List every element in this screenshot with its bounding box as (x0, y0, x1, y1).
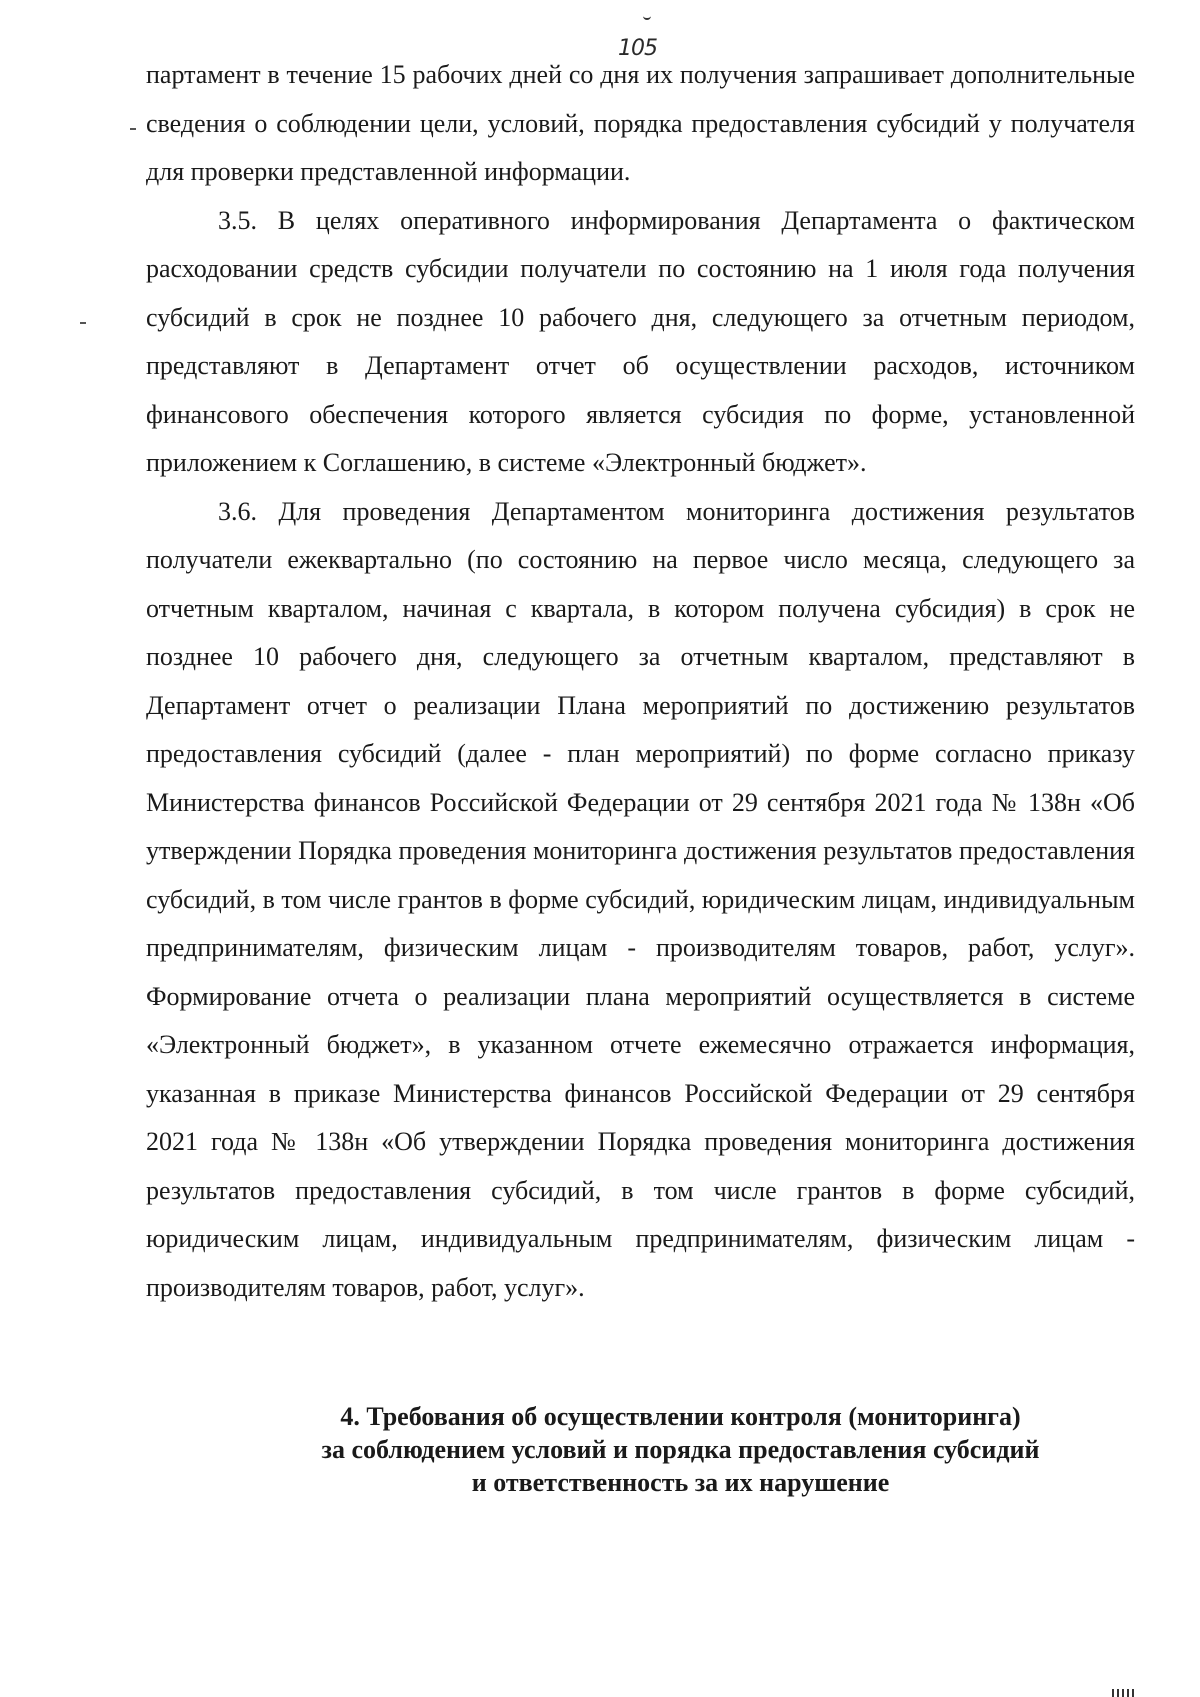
scan-edge-mark (1112, 1689, 1134, 1697)
margin-mark (80, 322, 86, 324)
paragraph-3-5: 3.5. В целях оперативного информирования Департамента о фактическом расходовании средств субсидии получатели по состоянию на 1 июля года получения субсидий в срок не позднее 10 рабочего дня, следующего за отчетным периодом, представляют в Департамент отчет об осуществлении расходов, источником финансового обеспечения которого является субсидия по форме, установленной приложением к Соглашению, в системе «Электронный бюджет». (146, 205, 1135, 477)
page-number-annotation: 105 (618, 36, 657, 61)
document-body (146, 51, 1135, 1312)
section-4-heading (146, 1400, 1200, 1499)
paragraph-3-6: 3.6. Для проведения Департаментом мониторинга достижения результатов получатели ежеквартально (по состоянию на первое число месяца, следующего за отчетным кварталом, начиная с квартала, в котором получена субсидия) в срок не позднее 10 рабочего дня, следующего за отчетным кварталом, представляют в Департамент отчет о реализации Плана мероприятий по достижению результатов предоставления субсидий (далее - план мероприятий) по форме согласно приказу Министерства финансов Российской Федерации от 29 сентября 2021 года № 138н «Об утверждении Порядка проведения мониторинга достижения результатов предоставления субсидий, в том числе грантов в форме субсидий, юридическим лицам, индивидуальным предпринимателям, физическим лицам - производителям товаров, работ, услуг». Формирование отчета о реализации плана мероприятий осуществляется в системе «Электронный бюджет», в указанном отчете ежемесячно отражается информация, указанная в приказе Министерства финансов Российской Федерации от 29 сентября 2021 года № 138н «Об утверждении Порядка проведения мониторинга достижения результатов предоставления субсидий, в том числе грантов в форме субсидий, юридическим лицам, индивидуальным предпринимателям, физическим лицам - производителям товаров, работ, услуг». (146, 496, 1135, 1302)
heading-line: и ответственность за их нарушение (471, 1468, 890, 1497)
heading-line: за соблюдением условий и порядка предоставления субсидий (321, 1435, 1040, 1464)
margin-mark (130, 128, 136, 130)
paragraph-continuation: партамент в течение 15 рабочих дней со дня их получения запрашивает дополнительные сведения о соблюдении цели, условий, порядка предоставления субсидий у получателя для проверки представленной информации. (146, 60, 1135, 186)
pen-tick-mark (643, 12, 651, 20)
heading-line: 4. Требования об осуществлении контроля (мониторинга) (340, 1402, 1021, 1431)
